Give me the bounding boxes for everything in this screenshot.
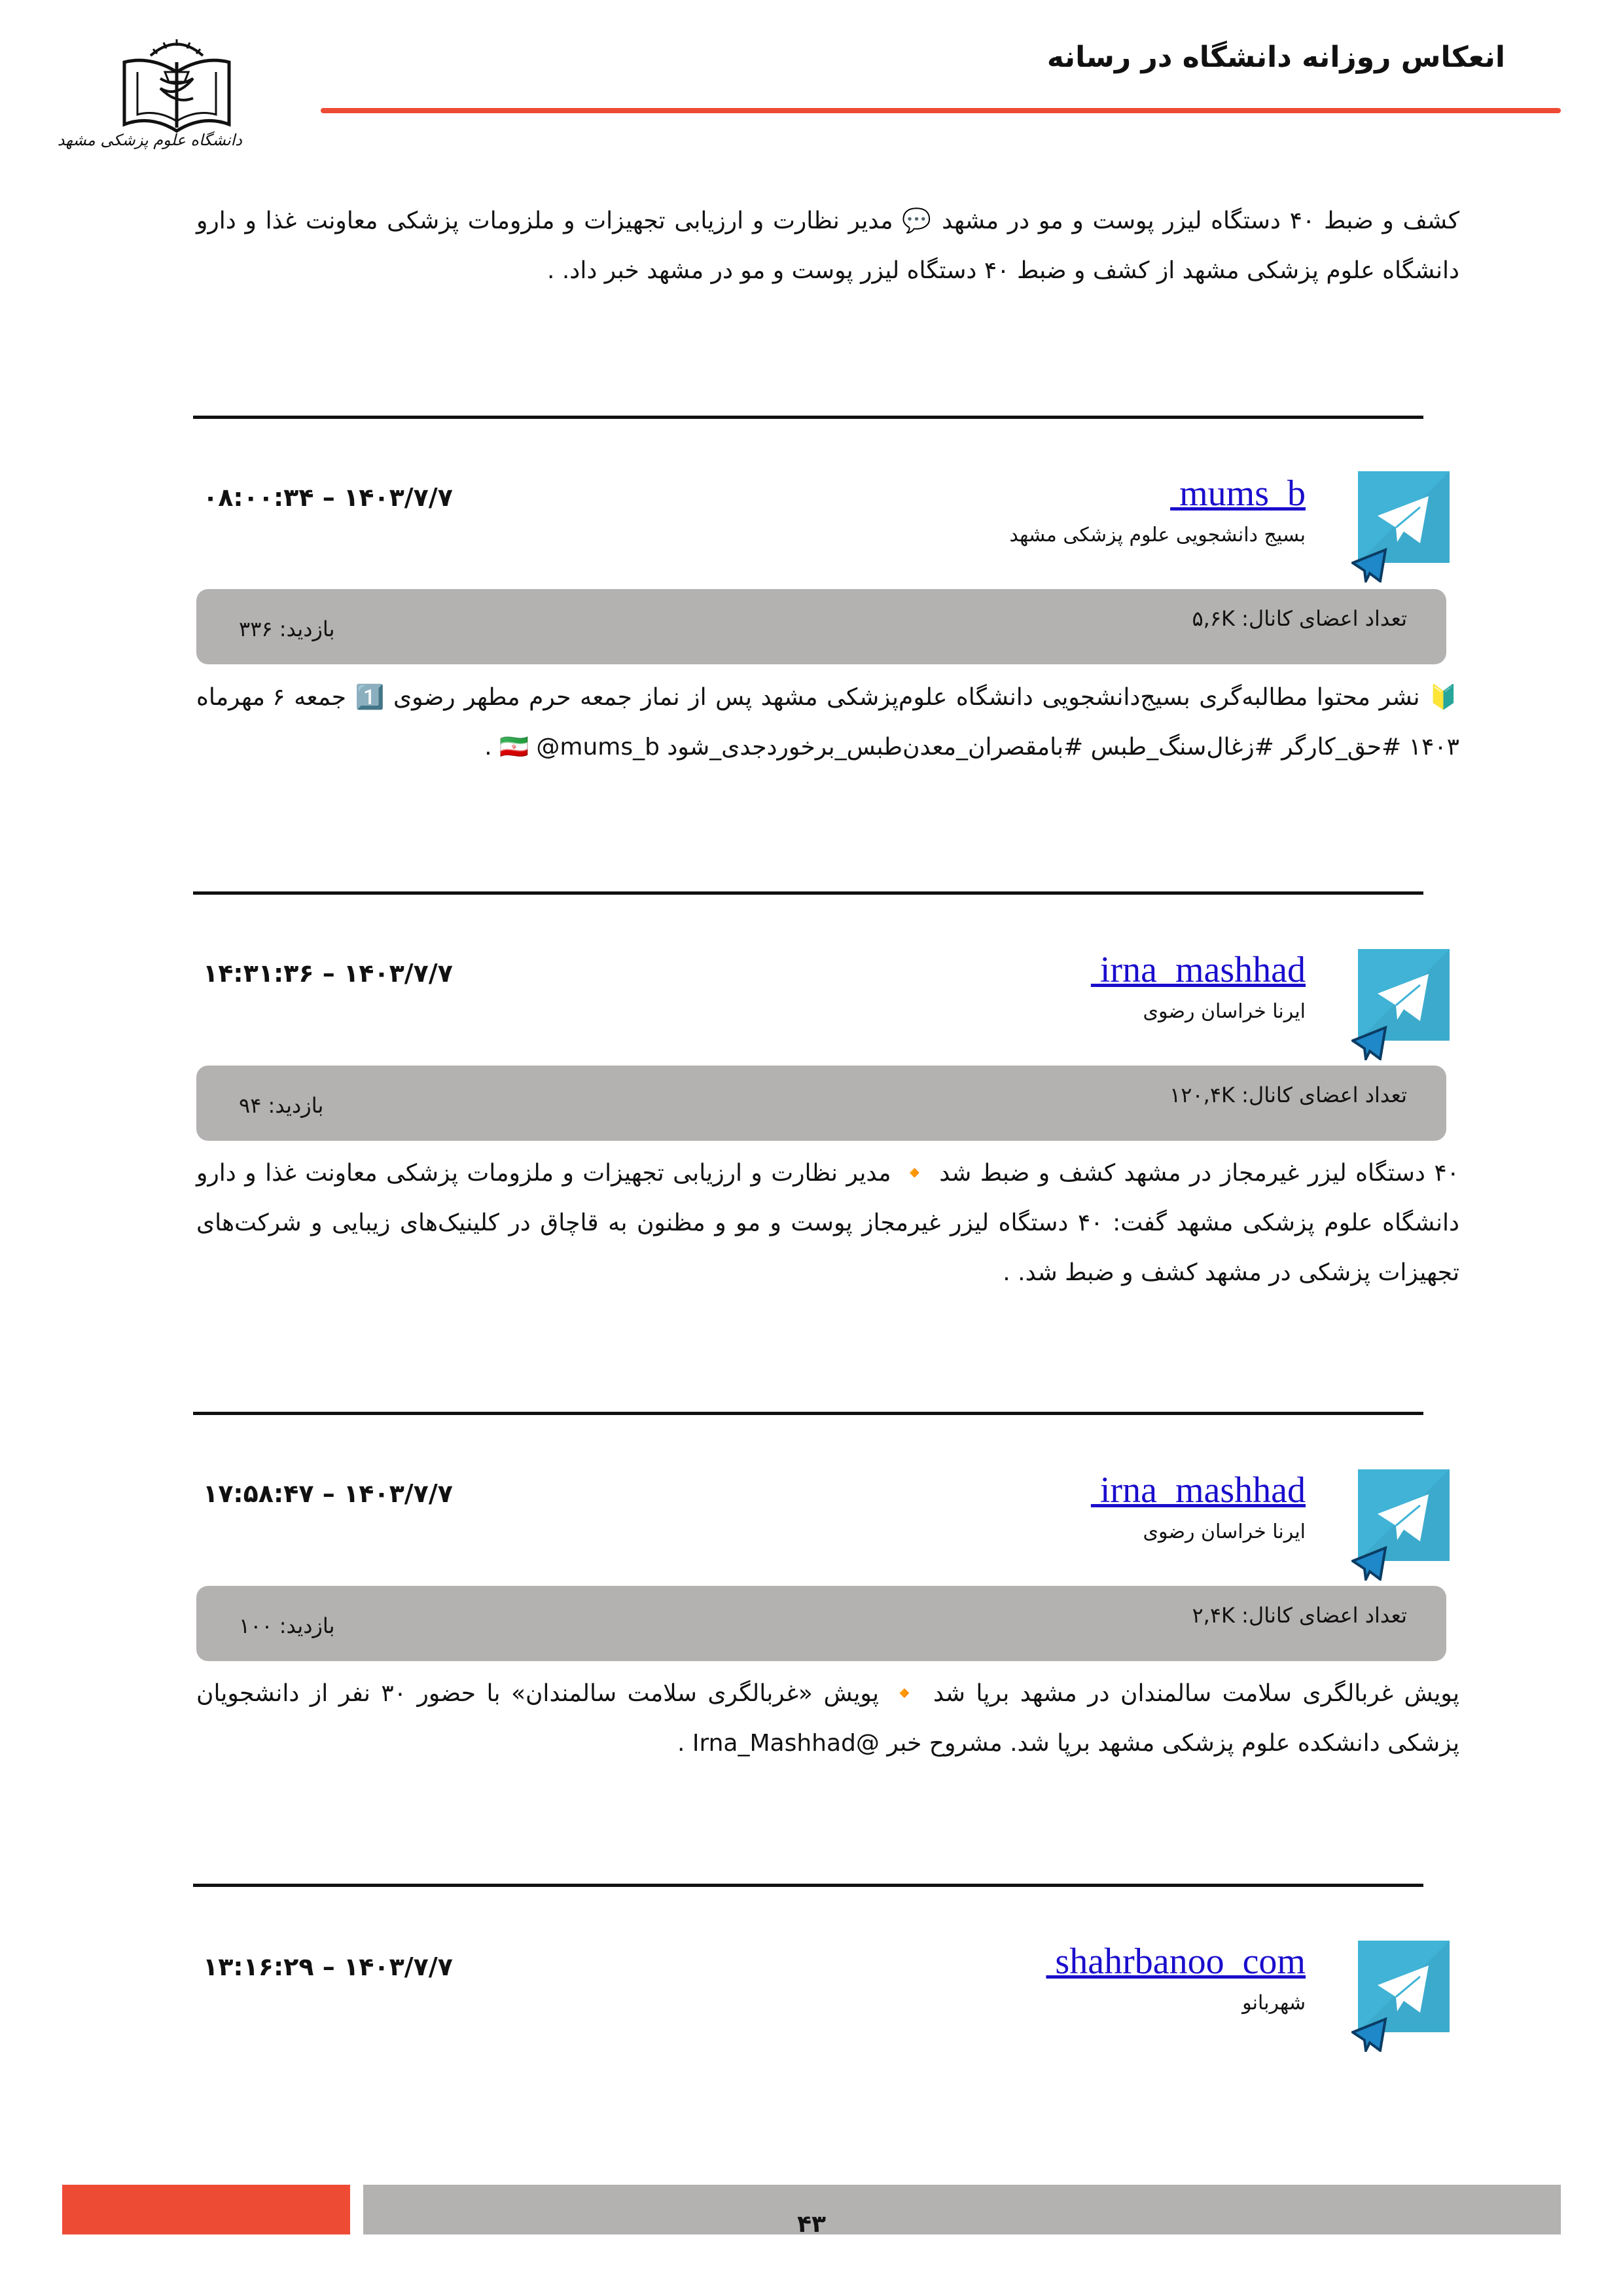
post-3-views-count: بازدید: ۱۰۰ [239,1613,335,1638]
post-1-members-count: تعداد اعضای کانال: ۵,۶K [1192,606,1407,631]
post-1-channel-link[interactable]: mums_b [1170,473,1306,514]
post-2-body: ۴۰ دستگاه لیزر غیرمجاز در مشهد کشف و ضبط شد 🔸 مدیر نظارت و ارزیابی تجهیزات و ملزومات پزشکی معاونت غذا و دارو دانشگاه علوم پزشکی مشهد گفت: ۴۰ دستگاه لیزر غیرمجاز پوست و مو و مظنون به قاچاق در کلینیک‌های زیبایی و شرکت‌های تجهیزات پزشکی در مشهد کشف و ضبط شد. . [196,1160,1460,1286]
header-divider [321,108,1561,113]
post-1-telegram-icon [1351,471,1469,585]
post-3-telegram-icon [1351,1469,1469,1583]
post-2-stats-bar [196,1066,1446,1141]
page-number: ۴۳ [797,2211,826,2238]
post-3-channel-link[interactable]: irna_mashhad [1090,1470,1306,1511]
post-2-members-count: تعداد اعضای کانال: ۱۲۰,۴K [1169,1083,1407,1107]
page-title: انعکاس روزانه دانشگاه در رسانه [1046,41,1505,74]
post-2-channel-link[interactable]: irna_mashhad [1090,950,1306,990]
post-separator [193,891,1423,895]
footer-gray-bar [363,2185,1561,2234]
post-1-channel-subtitle: بسیج دانشجویی علوم پزشکی مشهد [1009,524,1306,547]
post-3-members-count: تعداد اعضای کانال: ۲,۴K [1192,1603,1407,1628]
post-2-views-count: بازدید: ۹۴ [239,1093,324,1118]
post-separator [193,1412,1423,1415]
post-1-datetime: ۱۴۰۳/۷/۷ – ۰۸:۰۰:۳۴ [203,483,453,512]
logo-caption: دانشگاه علوم پزشکی مشهد [57,131,242,149]
post-3-body: پویش غربالگری سلامت سالمندان در مشهد برپا شد 🔸 پویش «غربالگری سلامت سالمندان» با حضور ۳۰ نفر از دانشجویان پزشکی دانشکده علوم پزشکی مشهد برپا شد. مشروح خبر @Irna_Mashhad . [196,1680,1459,1757]
post-separator [193,1884,1423,1887]
post-3-stats-bar [196,1586,1446,1661]
post-2-datetime: ۱۴۰۳/۷/۷ – ۱۴:۳۱:۳۶ [203,959,453,988]
post-separator [193,416,1423,419]
post-1-views-count: بازدید: ۳۳۶ [239,617,335,641]
post-1-body: 🔰 نشر محتوا مطالبه‌گری بسیج‌دانشجویی دانشگاه علوم‌پزشکی مشهد پس از نماز جمعه حرم مطهر رضوی 1️⃣ جمعه ۶ مهرماه ۱۴۰۳ #حق_کارگر #زغال‌سنگ_طبس #بامقصران_معدن‌طبس_برخوردجدی_شود 🇮🇷 @mums_b . [196,684,1460,761]
post-3-datetime: ۱۴۰۳/۷/۷ – ۱۷:۵۸:۴۷ [203,1479,453,1508]
post-4-telegram-icon [1351,1941,1469,2054]
intro-paragraph: کشف و ضبط ۴۰ دستگاه لیزر پوست و مو در مشهد 💬 مدیر نظارت و ارزیابی تجهیزات و ملزومات پزشکی معاونت غذا و دارو دانشگاه علوم پزشکی مشهد از کشف و ضبط ۴۰ دستگاه لیزر پوست و مو در مشهد خبر داد. . [196,207,1459,284]
post-3-channel-subtitle: ایرنا خراسان رضوی [1143,1520,1306,1543]
post-4-channel-link[interactable]: shahrbanoo_com [1046,1941,1306,1982]
post-2-channel-subtitle: ایرنا خراسان رضوی [1143,1000,1306,1023]
post-1-stats-bar [196,589,1446,664]
post-4-datetime: ۱۴۰۳/۷/۷ – ۱۳:۱۶:۲۹ [203,1952,453,1981]
footer-accent-bar [62,2185,350,2234]
post-4-channel-subtitle: شهربانو [1242,1992,1306,2015]
post-2-telegram-icon [1351,949,1469,1063]
